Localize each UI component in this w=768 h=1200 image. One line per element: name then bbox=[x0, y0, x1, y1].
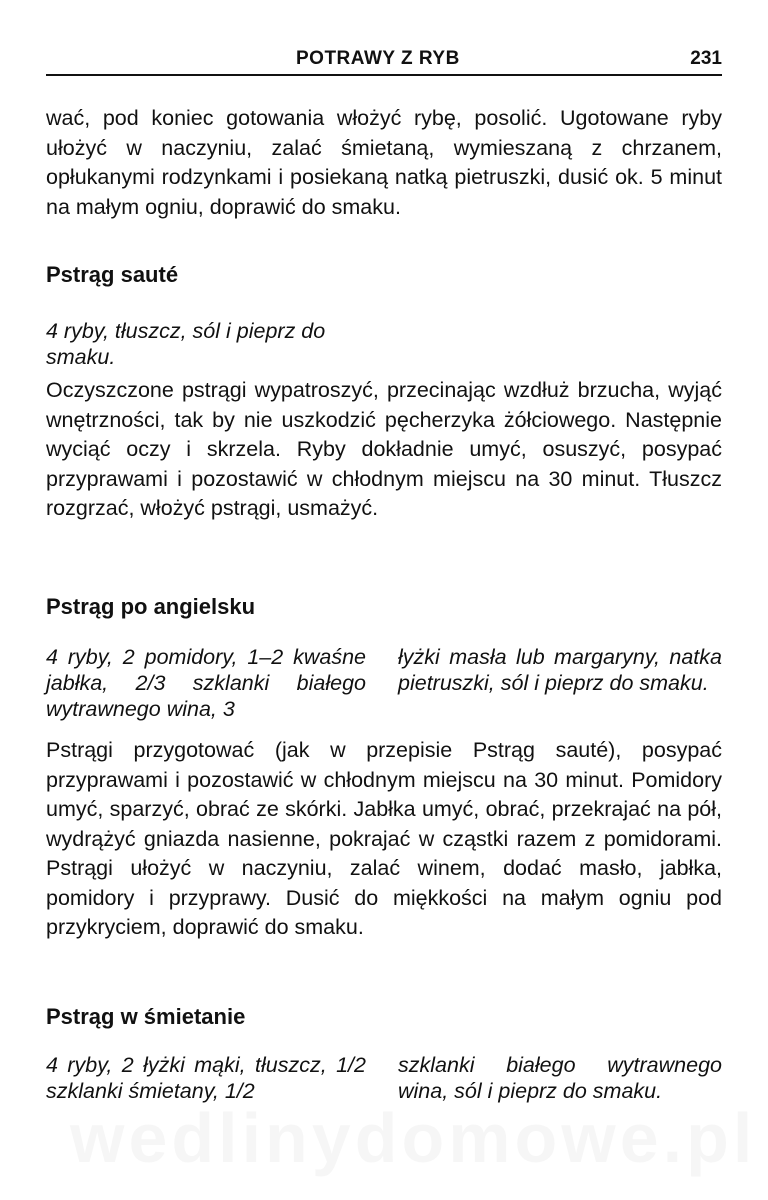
page-number: 231 bbox=[690, 48, 722, 69]
ingredients-column-left: 4 ryby, 2 pomidory, 1–2 kwaśne jabłka, 2/3 szklanki białego wytrawnego wina, 3 bbox=[46, 645, 366, 721]
ingredients-column-left: 4 ryby, 2 łyżki mąki, tłuszcz, 1/2 szklanki śmietany, 1/2 bbox=[46, 1053, 366, 1103]
ingredients-column-right: łyżki masła lub margaryny, natka pietruszki, sól i pieprz do smaku. bbox=[398, 645, 722, 695]
ingredients-list: 4 ryby, tłuszcz, sól i pieprz do smaku. bbox=[46, 319, 326, 369]
recipe-instructions: Pstrągi przygotować (jak w przepisie Pstrąg sauté), posypać przyprawami i pozostawić w chłodnym miejscu na 30 minut. Pomidory umyć, sparzyć, obrać ze skórki. Jabłka umyć, obrać, przekrajać na pół, wydrążyć gniazda nasienne, pokrajać w cząstki razem z pomidorami. Pstrągi ułożyć w naczyniu, zalać winem, dodać masło, jabłka, pomidory i przyprawy. Dusić do miękkości na małym ogniu pod przykryciem, doprawić do smaku. bbox=[46, 738, 722, 939]
recipe-title: Pstrąg po angielsku bbox=[46, 594, 256, 619]
intro-paragraph: wać, pod koniec gotowania włożyć rybę, posolić. Ugotowane ryby ułożyć w naczyniu, zalać śmietaną, wymieszaną z chrzanem, opłukanymi rodzynkami i posiekaną natką pietruszki, dusić ok. 5 minut na małym ogniu, doprawić do smaku. bbox=[46, 106, 722, 219]
watermark bbox=[70, 1098, 710, 1178]
chapter-title: POTRAWY Z RYB bbox=[296, 48, 460, 69]
recipe-title: Pstrąg w śmietanie bbox=[46, 1004, 246, 1029]
page-header bbox=[46, 48, 722, 76]
ingredients-column-right: szklanki białego wytrawnego wina, sól i pieprz do smaku. bbox=[398, 1053, 722, 1103]
recipe-instructions: Oczyszczone pstrągi wypatroszyć, przecinając wzdłuż brzucha, wyjąć wnętrzności, tak by nie uszkodzić pęcherzyka żółciowego. Następnie wyciąć oczy i skrzela. Ryby dokładnie umyć, osuszyć, posypać przyprawami i pozostawić w chłodnym miejscu na 30 minut. Tłuszcz rozgrzać, włożyć pstrągi, usmażyć. bbox=[46, 378, 722, 520]
recipe-title: Pstrąg sauté bbox=[46, 262, 179, 287]
